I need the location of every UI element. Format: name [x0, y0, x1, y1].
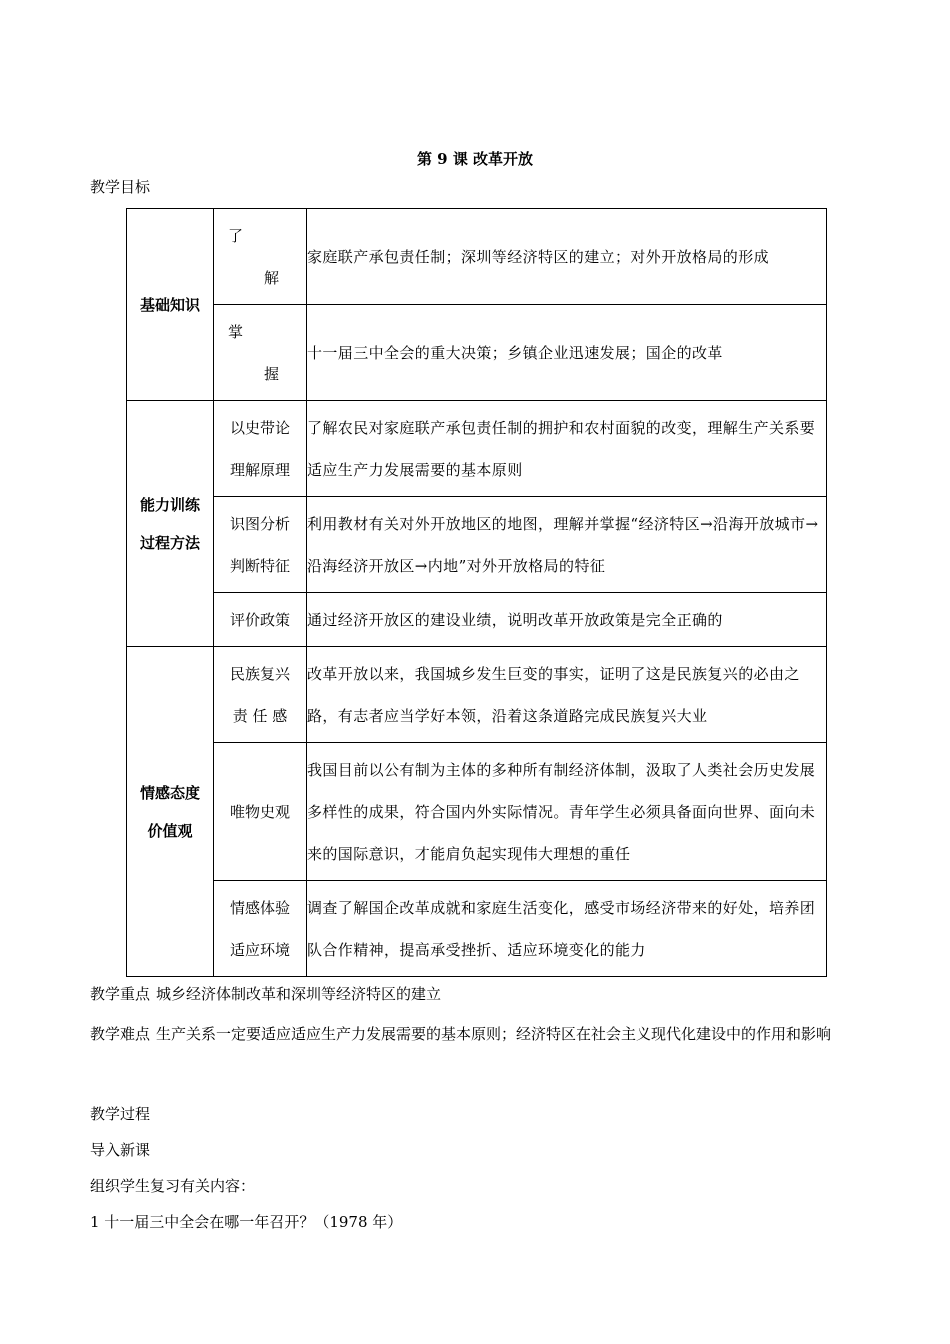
subcategory-cell	[214, 209, 307, 305]
difficulties-label: 教学难点	[90, 1025, 151, 1043]
content-cell: 家庭联产承包责任制；深圳等经济特区的建立；对外开放格局的形成	[307, 209, 827, 305]
table-row	[127, 881, 827, 977]
subcategory-cell	[214, 593, 307, 647]
review-text: 组织学生复习有关内容：	[90, 1177, 256, 1195]
content-cell: 通过经济开放区的建设业绩，说明改革开放政策是完全正确的	[307, 593, 827, 647]
subcategory-label: 以史带论	[229, 418, 290, 437]
category-label: 情感态度	[139, 783, 200, 802]
objectives-heading: 教学目标	[90, 178, 151, 196]
table-row	[127, 305, 827, 401]
subcategory-label: 情感体验	[229, 898, 290, 917]
objectives-table	[126, 208, 827, 977]
process-heading: 教学过程	[90, 1105, 151, 1123]
table-row	[127, 743, 827, 881]
category-label: 能力训练	[139, 495, 200, 514]
key-points-label: 教学重点	[90, 985, 151, 1003]
category-label: 过程方法	[139, 533, 200, 552]
lesson-title: 第 9 课 改革开放	[416, 150, 534, 168]
subcategory-label: 了	[228, 226, 244, 245]
content-cell: 调查了解国企改革成就和家庭生活变化，感受市场经济带来的好处，培养团队合作精神，提高承受挫折、适应环境变化的能力	[307, 881, 827, 977]
difficulties-paragraph	[90, 1014, 870, 1054]
content-cell: 利用教材有关对外开放地区的地图，理解并掌握“经济特区→沿海开放城市→沿海经济开放区→内地”对外开放格局的特征	[307, 497, 827, 593]
difficulties-text: 生产关系一定要适应适应生产力发展需要的基本原则；经济特区在社会主义现代化建设中的作用和影响	[156, 1025, 832, 1043]
table-row	[127, 497, 827, 593]
subcategory-label: 理解原理	[229, 460, 290, 479]
intro-heading: 导入新课	[90, 1141, 151, 1159]
subcategory-label: 识图分析	[229, 514, 290, 533]
subcategory-label: 适应环境	[229, 940, 290, 959]
subcategory-cell	[214, 497, 307, 593]
subcategory-cell	[214, 305, 307, 401]
subcategory-cell	[214, 647, 307, 743]
category-cell	[127, 647, 214, 977]
table-row	[127, 401, 827, 497]
subcategory-cell	[214, 401, 307, 497]
category-label: 价值观	[147, 821, 193, 840]
subcategory-label: 判断特征	[229, 556, 290, 575]
key-points-paragraph	[90, 974, 870, 1014]
content-cell: 十一届三中全会的重大决策；乡镇企业迅速发展；国企的改革	[307, 305, 827, 401]
table-row	[127, 209, 827, 305]
table-row	[127, 647, 827, 743]
subcategory-label: 解	[264, 268, 280, 287]
subcategory-label: 掌	[228, 322, 244, 341]
subcategory-label: 握	[264, 364, 280, 383]
subcategory-cell	[214, 743, 307, 881]
table-row	[127, 593, 827, 647]
category-cell	[127, 401, 214, 647]
category-cell	[127, 209, 214, 401]
content-cell: 改革开放以来，我国城乡发生巨变的事实，证明了这是民族复兴的必由之路，有志者应当学好本领，沿着这条道路完成民族复兴大业	[307, 647, 827, 743]
question-item: 1 十一届三中全会在哪一年召开？（1978 年）	[90, 1213, 403, 1231]
content-cell: 我国目前以公有制为主体的多种所有制经济体制，汲取了人类社会历史发展多样性的成果，符合国内外实际情况。青年学生必须具备面向世界、面向未来的国际意识，才能肩负起实现伟大理想的重任	[307, 743, 827, 881]
subcategory-label: 评价政策	[229, 610, 290, 629]
subcategory-label: 民族复兴	[229, 664, 290, 683]
subcategory-cell	[214, 881, 307, 977]
key-points-text: 城乡经济体制改革和深圳等经济特区的建立	[156, 985, 442, 1003]
category-label: 基础知识	[139, 295, 200, 314]
content-cell: 了解农民对家庭联产承包责任制的拥护和农村面貌的改变，理解生产关系要适应生产力发展需要的基本原则	[307, 401, 827, 497]
subcategory-label: 唯物史观	[229, 802, 290, 821]
subcategory-label: 责 任 感	[232, 706, 288, 725]
